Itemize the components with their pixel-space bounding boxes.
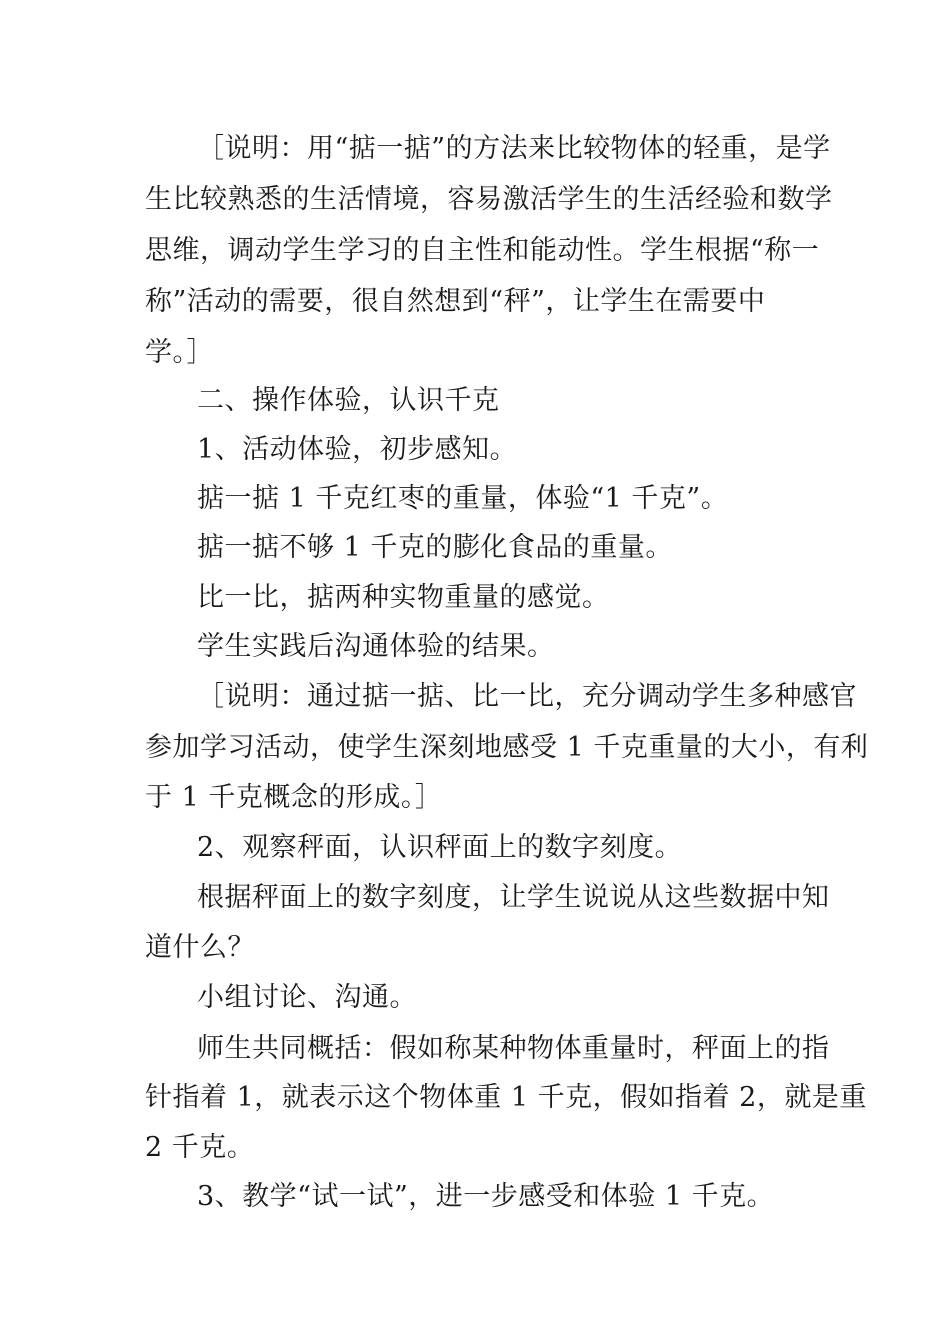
subsection-heading: 2、观察秤面，认识秤面上的数字刻度。 — [197, 832, 683, 863]
paragraph-line: ［说明：用“掂一掂”的方法来比较物体的轻重，是学 — [197, 133, 831, 164]
paragraph-line: 掂一掂 1 千克红枣的重量，体验“1 千克”。 — [197, 483, 729, 514]
paragraph-line: 生比较熟悉的生活情境，容易激活学生的生活经验和数学 — [145, 184, 833, 215]
paragraph-line: 师生共同概括：假如称某种物体重量时，秤面上的指 — [197, 1033, 830, 1064]
paragraph-line: 学。］ — [145, 337, 214, 368]
paragraph-line: 参加学习活动，使学生深刻地感受 1 千克重量的大小，有利 — [145, 732, 869, 763]
paragraph-line: 根据秤面上的数字刻度，让学生说说从这些数据中知 — [197, 882, 830, 913]
paragraph-line: 2 千克。 — [145, 1132, 255, 1163]
subsection-heading: 3、教学“试一试”，进一步感受和体验 1 千克。 — [197, 1181, 775, 1212]
paragraph-line: 掂一掂不够 1 千克的膨化食品的重量。 — [197, 532, 673, 563]
paragraph-line: 学生实践后沟通体验的结果。 — [197, 631, 555, 662]
paragraph-line: 称”活动的需要，很自然想到“秤”，让学生在需要中 — [145, 286, 766, 317]
paragraph-line: 道什么？ — [145, 932, 255, 963]
paragraph-line: 针指着 1，就表示这个物体重 1 千克，假如指着 2，就是重 — [145, 1082, 867, 1113]
paragraph-line: ［说明：通过掂一掂、比一比，充分调动学生多种感官 — [197, 681, 857, 712]
paragraph-line: 思维，调动学生学习的自主性和能动性。学生根据“称一 — [145, 235, 820, 266]
paragraph-line: 于 1 千克概念的形成。］ — [145, 782, 443, 813]
subsection-heading: 1、活动体验，初步感知。 — [197, 434, 518, 465]
section-heading: 二、操作体验，认识千克 — [197, 385, 500, 416]
paragraph-line: 小组讨论、沟通。 — [197, 982, 417, 1013]
paragraph-line: 比一比，掂两种实物重量的感觉。 — [197, 582, 610, 613]
